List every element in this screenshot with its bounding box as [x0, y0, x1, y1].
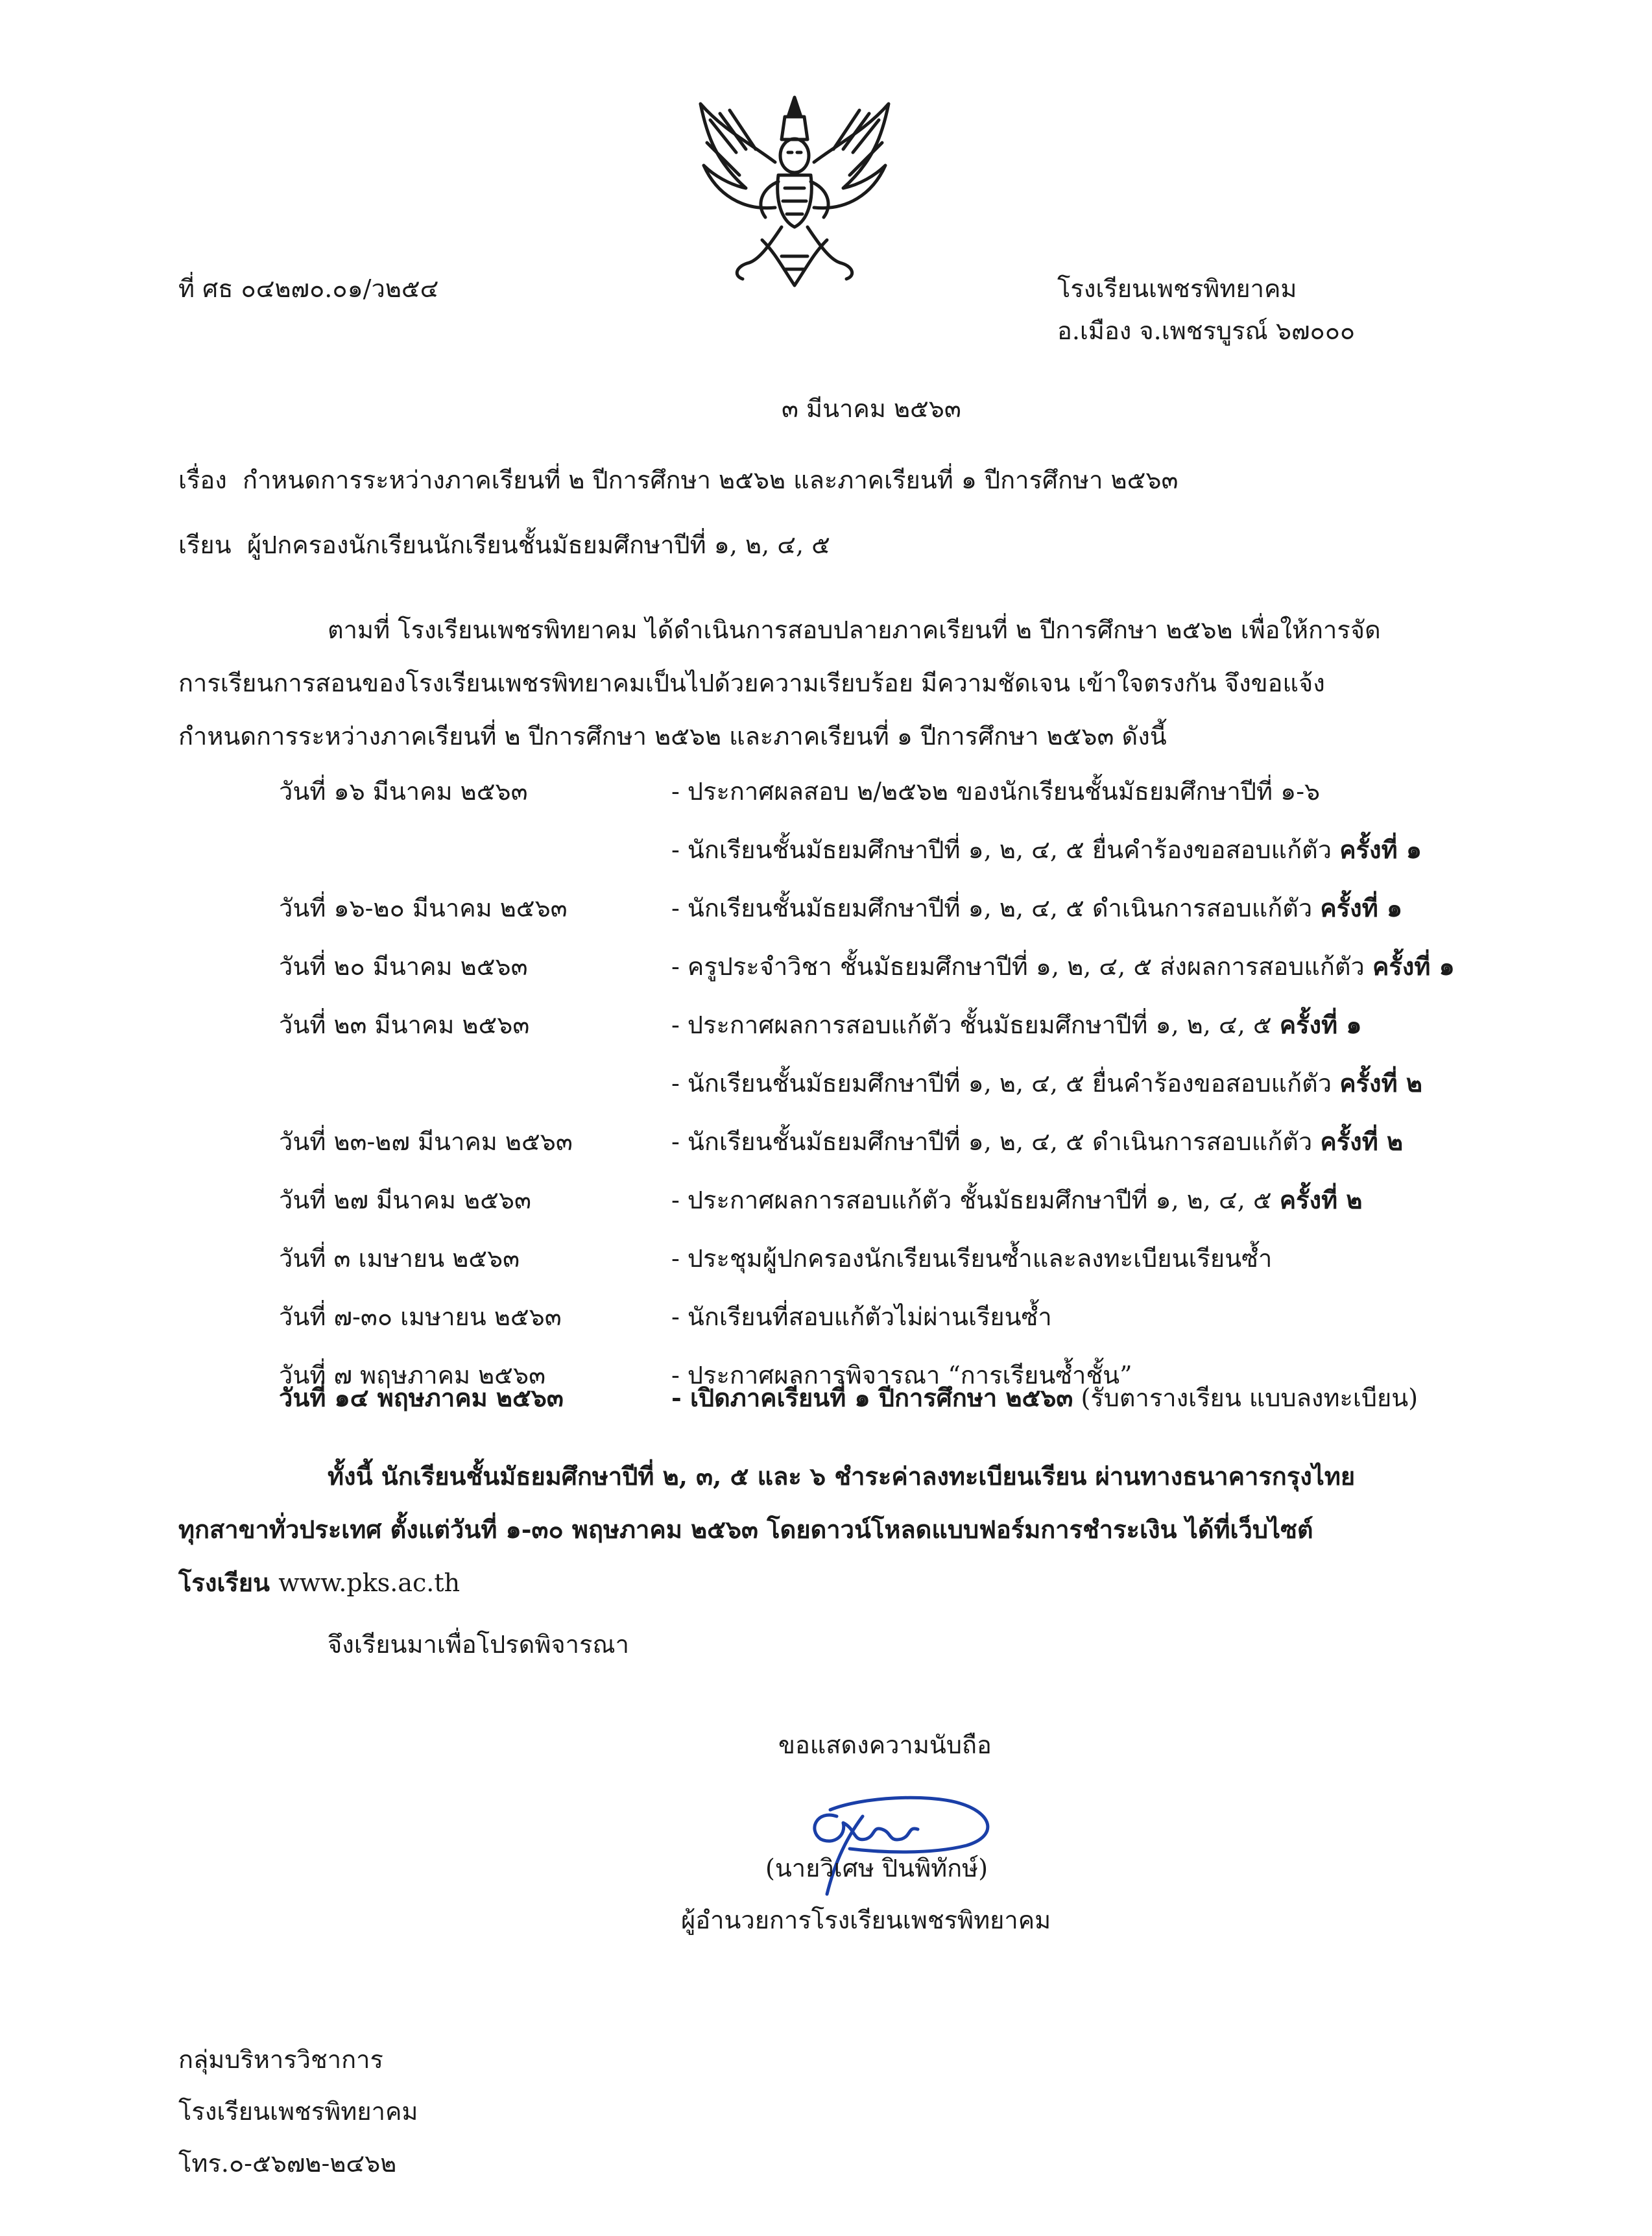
schedule-row — [0, 1239, 1652, 1278]
payment-line-1: ทั้งนี้ นักเรียนชั้นมัธยมศึกษาปีที่ ๒, ๓, ๕ และ ๖ ชำระค่าลงทะเบียนเรียน ผ่านทางธนาคารกรุงไทย — [328, 1461, 1356, 1491]
schedule-row — [0, 1064, 1652, 1103]
website-url: www.pks.ac.th — [278, 1569, 461, 1597]
schedule-row — [0, 830, 1652, 869]
schedule-description: - นักเรียนชั้นมัธยมศึกษาปีที่ ๑, ๒, ๔, ๕ ยื่นคำร้องขอสอบแก้ตัว ครั้งที่ ๑ — [671, 835, 1422, 864]
schedule-date: วันที่ ๗ พฤษภาคม ๒๕๖๓ — [279, 1361, 546, 1389]
signer-position: ผู้อำนวยการโรงเรียนเพชรพิทยาคม — [681, 1906, 1051, 1934]
schedule-description: - ประกาศผลการสอบแก้ตัว ชั้นมัธยมศึกษาปีที่ ๑, ๒, ๔, ๕ ครั้งที่ ๑ — [671, 1010, 1362, 1039]
schedule-description: - นักเรียนชั้นมัธยมศึกษาปีที่ ๑, ๒, ๔, ๕ ดำเนินการสอบแก้ตัว ครั้งที่ ๒ — [671, 1127, 1404, 1156]
footer-school: โรงเรียนเพชรพิทยาคม — [178, 2097, 418, 2126]
intro-line-2: การเรียนการสอนของโรงเรียนเพชรพิทยาคมเป็นไปด้วยความเรียบร้อย มีความชัดเจน เข้าใจตรงกัน จึงขอแจ้ง — [178, 669, 1325, 697]
schedule-description: - นักเรียนชั้นมัธยมศึกษาปีที่ ๑, ๒, ๔, ๕ ดำเนินการสอบแก้ตัว ครั้งที่ ๑ — [671, 893, 1403, 922]
garuda-emblem-icon — [684, 91, 905, 298]
schedule-row — [0, 947, 1652, 986]
letter-date: ๓ มีนาคม ๒๕๖๓ — [782, 394, 961, 423]
schedule-date: วันที่ ๒๓ มีนาคม ๒๕๖๓ — [279, 1011, 530, 1039]
schedule-description: - ครูประจำวิชา ชั้นมัธยมศึกษาปีที่ ๑, ๒, ๔, ๕ ส่งผลการสอบแก้ตัว ครั้งที่ ๑ — [671, 952, 1455, 981]
footer-phone: โทร.๐-๕๖๗๒-๒๔๖๒ — [178, 2149, 397, 2178]
closing-salutation: ขอแสดงความนับถือ — [778, 1731, 992, 1759]
intro-line-1: ตามที่ โรงเรียนเพชรพิทยาคม ได้ดำเนินการสอบปลายภาคเรียนที่ ๒ ปีการศึกษา ๒๕๖๒ เพื่อให้การจัด — [328, 616, 1381, 644]
subject-label: เรื่อง — [178, 466, 227, 494]
recipient-text: ผู้ปกครองนักเรียนนักเรียนชั้นมัธยมศึกษาปีที่ ๑, ๒, ๔, ๕ — [246, 531, 830, 559]
subject-text: กำหนดการระหว่างภาคเรียนที่ ๒ ปีการศึกษา ๒๕๖๒ และภาคเรียนที่ ๑ ปีการศึกษา ๒๕๖๓ — [242, 466, 1179, 494]
payment-line-2: ทุกสาขาทั่วประเทศ ตั้งแต่วันที่ ๑-๓๐ พฤษภาคม ๒๕๖๓ โดยดาวน์โหลดแบบฟอร์มการชำระเงิน ได้ที่เว็บไซต์ — [178, 1515, 1313, 1544]
schedule-row — [0, 1297, 1652, 1336]
schedule-description: - เปิดภาคเรียนที่ ๑ ปีการศึกษา ๒๕๖๓ (รับตารางเรียน แบบลงทะเบียน) — [671, 1383, 1419, 1412]
schedule-date: วันที่ ๗-๓๐ เมษายน ๒๕๖๓ — [279, 1303, 562, 1331]
schedule-description: - ประกาศผลการพิจารณา “การเรียนซ้ำชั้น” — [671, 1361, 1132, 1389]
schedule-row — [0, 889, 1652, 928]
payment-paragraph — [178, 1450, 1514, 1609]
intro-line-3: กำหนดการระหว่างภาคเรียนที่ ๒ ปีการศึกษา ๒๕๖๒ และภาคเรียนที่ ๑ ปีการศึกษา ๒๕๖๓ ดังนี้ — [178, 722, 1167, 751]
schedule-description: - นักเรียนชั้นมัธยมศึกษาปีที่ ๑, ๒, ๔, ๕ ยื่นคำร้องขอสอบแก้ตัว ครั้งที่ ๒ — [671, 1068, 1422, 1098]
schedule-date: วันที่ ๓ เมษายน ๒๕๖๓ — [279, 1244, 520, 1273]
signer-name: (นายวิเศษ ปินพิทักษ์) — [765, 1854, 988, 1882]
payment-line-3: โรงเรียน www.pks.ac.th — [178, 1568, 461, 1597]
schedule-date: วันที่ ๑๔ พฤษภาคม ๒๕๖๓ — [279, 1383, 564, 1412]
schedule-description: - นักเรียนที่สอบแก้ตัวไม่ผ่านเรียนซ้ำ — [671, 1303, 1052, 1331]
schedule-description: - ประชุมผู้ปกครองนักเรียนเรียนซ้ำและลงทะเบียนเรียนซ้ำ — [671, 1244, 1273, 1273]
schedule-row — [0, 1005, 1652, 1044]
footer-department: กลุ่มบริหารวิชาการ — [178, 2045, 383, 2074]
sender-name: โรงเรียนเพชรพิทยาคม — [1057, 274, 1297, 303]
schedule-date: วันที่ ๒๓-๒๗ มีนาคม ๒๕๖๓ — [279, 1127, 573, 1156]
recipient-label: เรียน — [178, 531, 232, 559]
schedule-date: วันที่ ๒๐ มีนาคม ๒๕๖๓ — [279, 952, 528, 981]
schedule-description: - ประกาศผลการสอบแก้ตัว ชั้นมัธยมศึกษาปีที่ ๑, ๒, ๔, ๕ ครั้งที่ ๒ — [671, 1185, 1363, 1214]
sender-address: อ.เมือง จ.เพชรบูรณ์ ๖๗๐๐๐ — [1057, 317, 1356, 345]
recipient-line — [178, 529, 830, 561]
subject-line — [178, 464, 1178, 496]
schedule-list — [0, 772, 1652, 1421]
schedule-date: วันที่ ๒๗ มีนาคม ๒๕๖๓ — [279, 1186, 531, 1214]
intro-paragraph — [178, 603, 1514, 763]
schedule-date: วันที่ ๑๖-๒๐ มีนาคม ๒๕๖๓ — [279, 894, 568, 922]
closing-request: จึงเรียนมาเพื่อโปรดพิจารณา — [328, 1630, 629, 1659]
schedule-row-last — [0, 1378, 1652, 1417]
schedule-row — [0, 1122, 1652, 1161]
schedule-row — [0, 772, 1652, 811]
schedule-row — [0, 1181, 1652, 1220]
reference-number: ที่ ศธ ๐๔๒๗๐.๐๑/ว๒๕๔ — [178, 274, 439, 303]
schedule-description: - ประกาศผลสอบ ๒/๒๕๖๒ ของนักเรียนชั้นมัธยมศึกษาปีที่ ๑-๖ — [671, 777, 1321, 806]
schedule-date: วันที่ ๑๖ มีนาคม ๒๕๖๓ — [279, 777, 528, 806]
